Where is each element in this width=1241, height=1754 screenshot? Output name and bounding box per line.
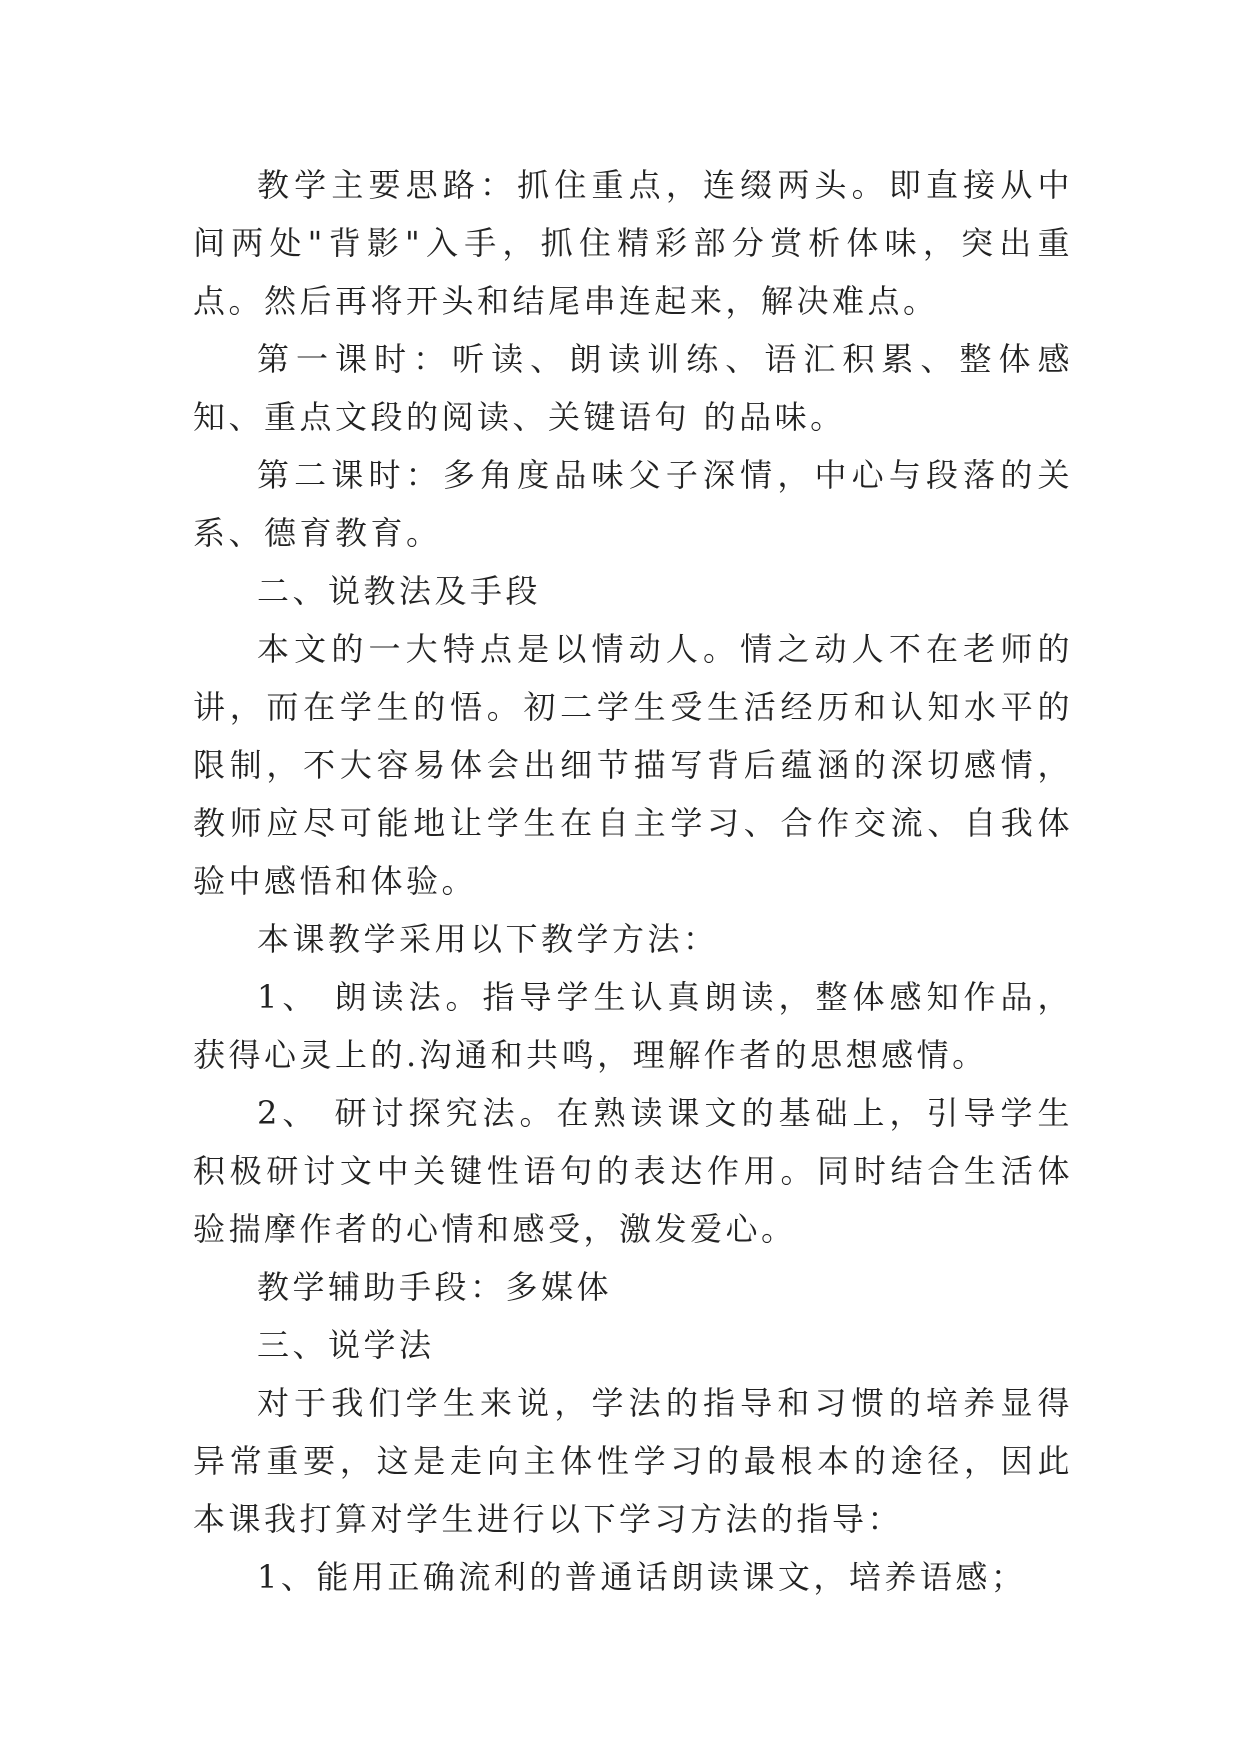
paragraph-second-lesson: 第二课时：多角度品味父子深情，中心与段落的关系、德育教育。 (193, 456, 1073, 552)
paragraph-methods-intro: 本课教学采用以下教学方法： (257, 920, 719, 958)
list-item-mandarin-reading: 1、能用正确流利的普通话朗读课文，培养语感； (257, 1558, 1027, 1596)
paragraph-learning-guidance: 对于我们学生来说，学法的指导和习惯的培养显得异常重要，这是走向主体性学习的最根本的途径，因此本课我打算对学生进行以下学习方法的指导： (193, 1384, 1073, 1538)
section-heading-learning-methods: 三、说学法 (257, 1326, 435, 1364)
list-item-reading-method: 1、 朗读法。指导学生认真朗读，整体感知作品，获得心灵上的.沟通和共鸣，理解作者的思想感情。 (193, 978, 1073, 1074)
document-body (193, 156, 1073, 1606)
paragraph-text-feature: 本文的一大特点是以情动人。情之动人不在老师的讲，而在学生的悟。初二学生受生活经历和认知水平的限制，不大容易体会出细节描写背后蕴涵的深切感情，教师应尽可能地让学生在自主学习、合作交流、自我体验中感悟和体验。 (193, 630, 1073, 900)
paragraph-teaching-approach: 教学主要思路：抓住重点，连缀两头。即直接从中间两处"背影"入手，抓住精彩部分赏析体味，突出重点。然后再将开头和结尾串连起来，解决难点。 (193, 166, 1073, 320)
list-item-inquiry-method: 2、 研讨探究法。在熟读课文的基础上，引导学生积极研讨文中关键性语句的表达作用。同时结合生活体验揣摩作者的心情和感受，激发爱心。 (193, 1094, 1073, 1248)
paragraph-teaching-aids: 教学辅助手段：多媒体 (257, 1268, 613, 1306)
section-heading-teaching-methods: 二、说教法及手段 (257, 572, 542, 610)
paragraph-first-lesson: 第一课时：听读、朗读训练、语汇积累、整体感知、重点文段的阅读、关键语句 的品味。 (193, 340, 1073, 436)
